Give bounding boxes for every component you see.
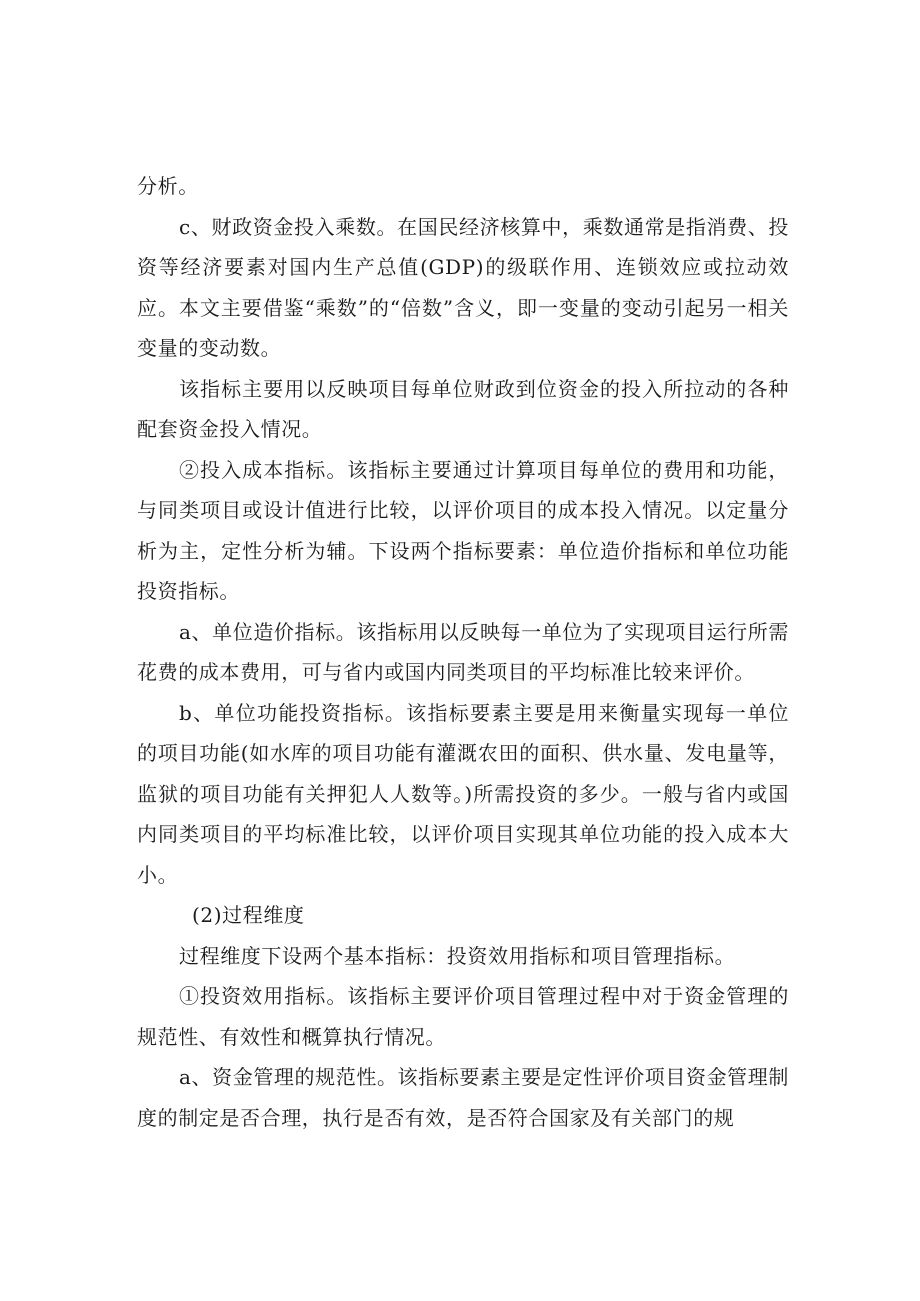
paragraph-fund-management: a、资金管理的规范性。该指标要素主要是定性评价项目资金管理制度的制定是否合理，执行是否有效，是否符合国家及有关部门的规 [137,1065,789,1130]
paragraph-multiplier-purpose: 该指标主要用以反映项目每单位财政到位资金的投入所拉动的各种配套资金投入情况。 [137,376,789,441]
section-heading-process-dimension: (2)过程维度 [192,903,305,927]
paragraph-continuation: 分析。 [137,174,199,198]
paragraph-unit-function-investment: b、单位功能投资指标。该指标要素主要是用来衡量实现每一单位的项目功能(如水库的项目功能有灌溉农田的面积、供水量、发电量等，监狱的项目功能有关押犯人人数等。)所需投资的多少。一般与省内或国内同类项目的平均标准比较，以评价项目实现其单位功能的投入成本大小。 [137,700,789,887]
paragraph-process-dimension-intro: 过程维度下设两个基本指标：投资效用指标和项目管理指标。 [179,943,736,968]
paragraph-input-cost-indicator: ②投入成本指标。该指标主要通过计算项目每单位的费用和功能，与同类项目或设计值进行比较，以评价项目的成本投入情况。以定量分析为主，定性分析为辅。下设两个指标要素：单位造价指标和单位功能投资指标。 [137,457,789,603]
paragraph-investment-utility: ①投资效用指标。该指标主要评价项目管理过程中对于资金管理的规范性、有效性和概算执行情况。 [137,984,789,1049]
paragraph-unit-cost-indicator: a、单位造价指标。该指标用以反映每一单位为了实现项目运行所需花费的成本费用，可与省内或国内同类项目的平均标准比较来评价。 [137,619,789,684]
document-body [137,166,789,1138]
paragraph-fiscal-multiplier: c、财政资金投入乘数。在国民经济核算中，乘数通常是指消费、投资等经济要素对国内生产总值(GDP)的级联作用、连锁效应或拉动效应。本文主要借鉴“乘数”的“倍数”含义，即一变量的变动引起另一相关变量的变动数。 [137,214,789,360]
